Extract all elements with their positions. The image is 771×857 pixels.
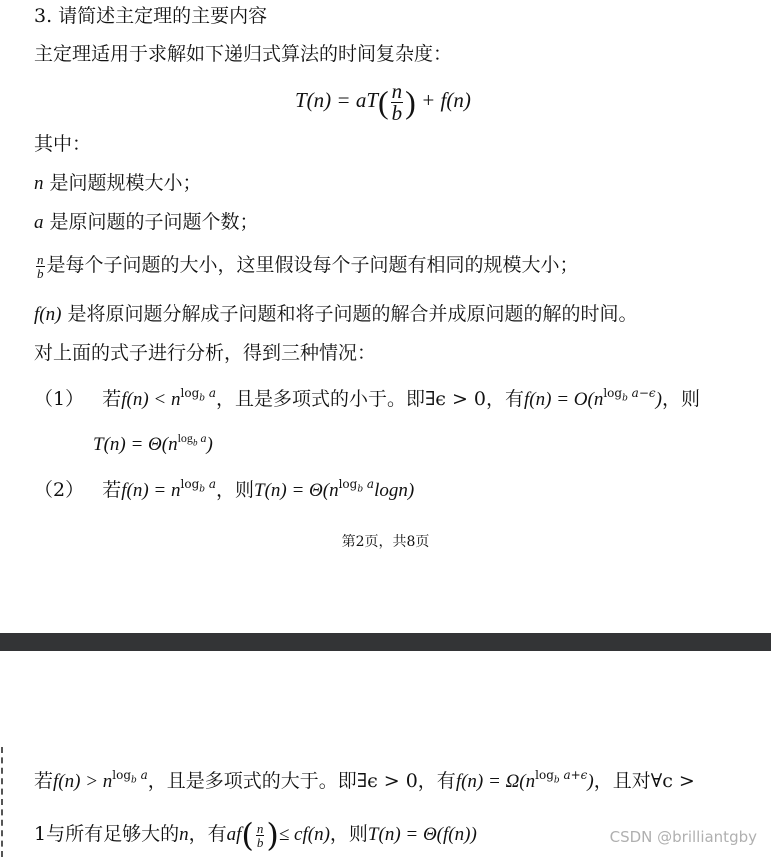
def-a: a 是原问题的子问题个数； [34, 211, 259, 233]
case-1-result: $T(n) = \Theta(n^{log_b a})$ [93, 431, 213, 455]
case-3: 若$f(n) > n^{log_b a}$，且是多项式的大于。即∃ϵ > 0，有$f(n) = \Omega(n^{log_b a+\epsilon})$，且对∀c > [34, 768, 695, 792]
def-frac: $\frac{n}{b}$ 是每个子问题的大小，这里假设每个子问题有相同的规模大小； [37, 251, 579, 281]
page-footer: 第2页，共8页 [341, 534, 430, 550]
page-divider [0, 633, 771, 651]
master-formula: T(n) = aT( $\frac{n}{b}$ ) + f(n) [295, 78, 471, 125]
intro-text: 主定理适用于求解如下递归式算法的时间复杂度： [34, 43, 453, 65]
where-label: 其中： [34, 133, 92, 155]
case-2: （2） 若$f(n) = n^{log_b a}$，则$T(n) = \Theta(n^{log_b a}\log n)$ [34, 477, 415, 501]
csdn-watermark: CSDN @brilliantgby [609, 828, 757, 846]
def-n: n 是问题规模大小； [34, 172, 202, 194]
case-3-cont: 1与所有足够大的n，有af( $\frac{n}{b}$ )≤ cf(n)，则T(n) = Θ(f(n)) [34, 816, 477, 854]
dashed-margin [1, 747, 3, 857]
def-f: f(n) 是将原问题分解成子问题和将子问题的解合并成原问题的解的时间。 [34, 303, 638, 325]
case-1: （1） 若$f(n) < n^{log_b a}$，且是多项式的小于。即∃ϵ > 0，有$f(n) = O(n^{log_b a-\epsilon})$，则 [34, 386, 700, 410]
analysis-text: 对上面的式子进行分析，得到三种情况： [34, 342, 377, 364]
section-heading: 3. 请简述主定理的主要内容 [34, 5, 268, 27]
